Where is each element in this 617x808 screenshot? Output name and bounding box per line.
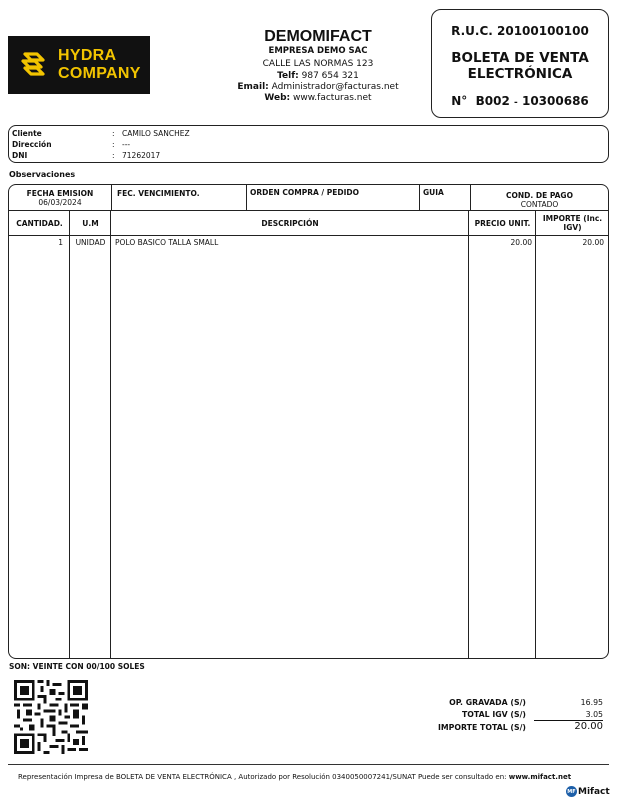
company-info — [228, 28, 408, 104]
guia-label: GUIA — [423, 188, 444, 197]
qr-code-icon — [14, 680, 88, 754]
footer-legal-text — [18, 773, 571, 781]
address-row — [12, 140, 130, 149]
logo-line1: HYDRA — [58, 47, 117, 64]
orden-compra-label: ORDEN COMPRA / PEDIDO — [250, 188, 360, 197]
th-precio-unit: PRECIO UNIT. — [474, 218, 531, 228]
invoice-header-table — [8, 184, 609, 211]
fecha-emision-value: 06/03/2024 — [38, 198, 82, 207]
logo-line2: COMPANY — [58, 65, 141, 82]
company-legal-name: EMPRESA DEMO SAC — [268, 46, 368, 56]
fecha-emision-cell — [9, 185, 112, 210]
row1-um: UNIDAD — [75, 238, 106, 247]
th-um: U.M — [82, 218, 99, 228]
client-row — [12, 129, 190, 138]
mifact-brand — [566, 786, 610, 797]
cond-pago-value: CONTADO — [520, 200, 559, 209]
guia-cell — [420, 185, 471, 210]
totals-block — [400, 698, 605, 740]
document-correlative: 10300686 — [521, 94, 589, 108]
row1-price: 20.00 — [510, 238, 532, 247]
th-cantidad: CANTIDAD. — [16, 218, 63, 228]
web-value: www.facturas.net — [293, 93, 372, 104]
dni-label: DNI — [12, 151, 28, 160]
fecha-emision-label: FECHA EMISION — [26, 189, 94, 198]
company-email-line — [228, 82, 408, 93]
document-type — [432, 50, 608, 82]
document-type-line1: BOLETA DE VENTA — [451, 50, 589, 66]
row1-qty: 1 — [58, 238, 63, 247]
client-box — [8, 125, 609, 163]
number-dash: - — [514, 98, 518, 108]
address-label: Dirección — [12, 140, 52, 149]
document-series: B002 — [475, 94, 510, 108]
orden-compra-cell — [247, 185, 420, 210]
items-table — [8, 210, 609, 659]
company-logo — [8, 36, 150, 94]
company-phone-line — [228, 71, 408, 82]
dni-colon: : — [112, 151, 115, 160]
th-importe: IMPORTE (Inc. IGV) — [542, 214, 603, 232]
document-type-line2: ELECTRÓNICA — [467, 66, 573, 82]
client-value: CAMILO SANCHEZ — [122, 129, 190, 138]
web-label: Web: — [264, 93, 291, 104]
company-address: CALLE LAS NORMAS 123 — [262, 59, 374, 70]
phone-value: 987 654 321 — [301, 70, 359, 81]
col-descripcion — [111, 210, 469, 658]
op-gravada-value: 16.95 — [580, 698, 603, 707]
col-cantidad — [9, 210, 70, 658]
client-colon: : — [112, 129, 115, 138]
col-precio — [469, 210, 536, 658]
fec-vencimiento-cell — [112, 185, 247, 210]
mifact-logo-icon: MF — [566, 786, 577, 797]
ruc-number: R.U.C. 20100100100 — [451, 24, 589, 38]
row1-amount: 20.00 — [582, 238, 604, 247]
importe-total-value: 20.00 — [574, 721, 603, 732]
amount-in-words: SON: VEINTE CON 00/100 SOLES — [9, 662, 145, 671]
dni-row — [12, 151, 160, 160]
email-label: Email: — [237, 81, 269, 92]
importe-total-label: IMPORTE TOTAL (S/) — [438, 723, 526, 732]
company-name: DEMOMIFACT — [264, 28, 372, 45]
hydra-logo-icon — [16, 48, 50, 82]
logo-text — [58, 47, 141, 83]
col-um — [70, 210, 111, 658]
phone-label: Telf: — [277, 70, 299, 81]
total-igv-label: TOTAL IGV (S/) — [461, 710, 526, 719]
total-igv-value: 3.05 — [585, 710, 603, 719]
client-label: Cliente — [12, 129, 42, 138]
cond-pago-label: COND. DE PAGO — [506, 191, 573, 200]
ruc-box — [431, 9, 609, 118]
op-gravada-label: OP. GRAVADA (S/) — [449, 698, 526, 707]
dni-value: 71262017 — [122, 151, 161, 160]
fec-vencimiento-label: FEC. VENCIMIENTO. — [117, 189, 200, 198]
footer-divider — [8, 764, 609, 765]
company-web-line — [228, 93, 408, 104]
number-label: N° — [451, 94, 468, 108]
th-descripcion: DESCRIPCIÓN — [261, 218, 319, 228]
footer-site-link[interactable]: www.mifact.net — [508, 773, 572, 781]
footer-text: Representación Impresa de BOLETA DE VENTA ELECTRÓNICA , Autorizado por Resolución 0340050007241/SUNAT Puede ser consultado en: — [18, 773, 507, 781]
mifact-brand-name: Mifact — [578, 786, 610, 797]
row1-desc: POLO BASICO TALLA SMALL — [115, 238, 219, 247]
address-value: --- — [122, 140, 131, 149]
address-colon: : — [112, 140, 115, 149]
cond-pago-cell — [471, 185, 608, 210]
document-number — [432, 94, 608, 108]
email-value: Administrador@facturas.net — [271, 81, 399, 92]
observaciones-label: Observaciones — [9, 170, 76, 179]
